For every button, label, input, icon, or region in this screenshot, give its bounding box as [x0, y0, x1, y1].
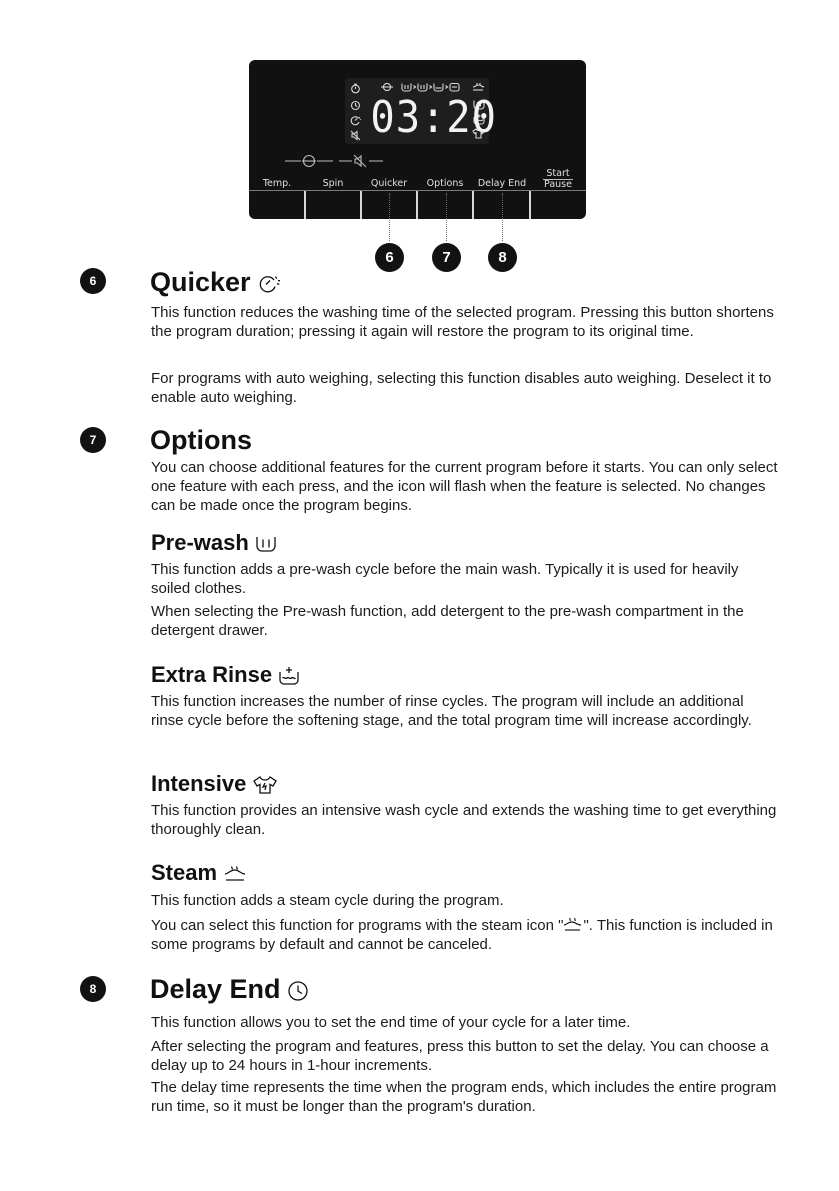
steam-paragraph-2	[151, 916, 779, 954]
start-pause-label	[538, 169, 578, 190]
shirt-icon	[252, 775, 278, 795]
steam-heading	[151, 860, 247, 886]
extra-rinse-heading	[151, 662, 300, 688]
intensive-paragraph-1: This function provides an intensive wash cycle and extends the washing time to get everything thoroughly clean.	[151, 802, 777, 838]
mute-icon	[350, 130, 361, 141]
delay-end-label: Delay End	[477, 178, 527, 189]
steam-icon	[223, 865, 247, 883]
extra-rinse-icon	[278, 666, 300, 686]
callout-line-8	[502, 193, 503, 241]
start-label: Start	[546, 168, 570, 179]
steam-paragraph-2-end: ". This function is included in some programs by default and cannot be canceled.	[151, 917, 773, 953]
section-number-badge: 7	[80, 427, 106, 453]
quicker-paragraph-2: For programs with auto weighing, selecting this function disables auto weighing. Deselect it to enable auto weighing.	[151, 370, 772, 406]
temp-spin-indicator-icon	[285, 154, 333, 168]
intensive-heading	[151, 771, 278, 797]
options-heading: Options	[150, 425, 252, 455]
steam-title: Steam	[151, 860, 218, 885]
options-label: Options	[426, 178, 464, 189]
delay-end-paragraph-1: This function allows you to set the end time of your cycle for a later time.	[151, 1014, 631, 1031]
extra-rinse-paragraph-1: This function increases the number of rinse cycles. The program will include an additional rinse cycle before the softening stage, and the total program time will increase accordingly.	[151, 693, 752, 729]
callout-7: 7	[432, 243, 461, 272]
button-divider	[416, 191, 418, 219]
intensive-title: Intensive	[151, 771, 247, 796]
section-number-badge: 6	[80, 268, 106, 294]
program-sequence-icons	[401, 82, 469, 92]
prewash-heading	[151, 530, 277, 556]
spin-label: Spin	[322, 178, 344, 189]
button-divider	[360, 191, 362, 219]
section-number-badge: 8	[80, 976, 106, 1002]
prewash-tub-icon	[255, 535, 277, 553]
time-display: 03:20	[370, 92, 497, 143]
steam-paragraph-2-start: You can select this function for programs with the steam icon "	[151, 917, 564, 934]
extra-rinse-title: Extra Rinse	[151, 662, 273, 687]
delay-end-paragraph-3: The delay time represents the time when the program ends, which includes the entire program run time, so it must be longer than the program's duration.	[151, 1079, 777, 1115]
stopwatch-icon	[350, 83, 361, 94]
clock-icon	[350, 100, 361, 111]
quick-wash-icon	[350, 115, 361, 126]
spin-icon	[381, 82, 393, 92]
options-paragraph-1: You can choose additional features for the current program before it starts. You can only select one feature with each press, and the icon will flash when the feature is selected. No changes can be made once the program begins.	[151, 459, 778, 514]
steam-paragraph-1: This function adds a steam cycle during the program.	[151, 892, 504, 909]
delay-end-paragraph-2: After selecting the program and features, press this button to set the delay. You can choose a delay up to 24 hours in 1-hour increments.	[151, 1038, 769, 1074]
button-divider	[472, 191, 474, 219]
steam-icon	[472, 82, 485, 92]
delay-end-heading	[150, 973, 309, 1005]
callout-line-7	[446, 193, 447, 241]
prewash-paragraph-1: This function adds a pre-wash cycle before the main wash. Typically it is used for heavily soiled clothes.	[151, 561, 739, 597]
delay-end-title: Delay End	[150, 974, 281, 1004]
quicker-heading	[150, 266, 281, 298]
prewash-paragraph-2: When selecting the Pre-wash function, add detergent to the pre-wash compartment in the detergent drawer.	[151, 603, 744, 639]
mute-indicator-icon	[339, 154, 383, 168]
button-divider	[304, 191, 306, 219]
clock-icon	[287, 980, 309, 1002]
callout-6: 6	[375, 243, 404, 272]
quicker-title: Quicker	[150, 267, 251, 297]
steam-icon	[563, 917, 583, 932]
temp-label: Temp.	[262, 178, 292, 189]
button-divider	[529, 191, 531, 219]
prewash-title: Pre-wash	[151, 530, 249, 555]
callout-8: 8	[488, 243, 517, 272]
pause-label: Pause	[544, 179, 572, 190]
quicker-paragraph-1: This function reduces the washing time of the selected program. Pressing this button shortens the program duration; pressing it again will restore the program to its original time.	[151, 304, 774, 340]
quick-wash-icon	[257, 273, 281, 295]
quicker-label: Quicker	[370, 178, 408, 189]
callout-line-6	[389, 193, 390, 241]
